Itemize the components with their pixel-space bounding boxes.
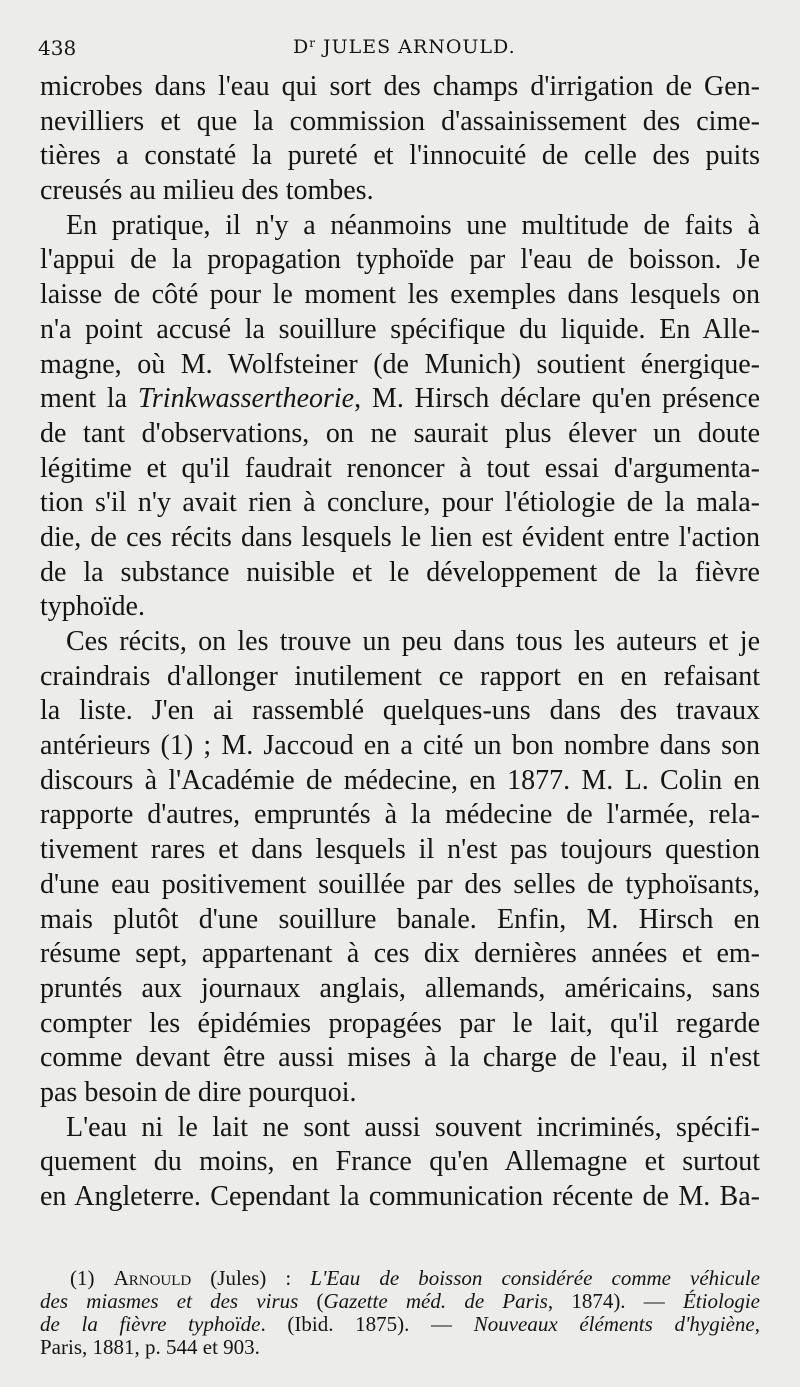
page-header [38, 36, 758, 66]
running-head: $D^r$ JULES ARNOULD. [293, 36, 516, 58]
text-line: craindrais d'allonger inutilement ce rapport en en refaisant [40, 660, 760, 692]
text-line: L'eau ni le lait ne sont aussi souvent incriminés, spécifi- [66, 1111, 760, 1143]
text-line: Ces récits, on les trouve un peu dans tous les auteurs et je [66, 626, 760, 657]
text-line: tières a constaté la pureté et l'innocuité de celle des puits [40, 140, 760, 172]
footnote-line: de la fièvre typhoïde. (Ibid. 1875). — Nouveaux éléments d'hygiène, [40, 1312, 760, 1336]
text-line: en Angleterre. Cependant la communication récente de M. Ba- [40, 1181, 760, 1212]
text-line: ment la Trinkwassertheorie, M. Hirsch déclare qu'en présence [40, 383, 760, 415]
text-line: tion s'il n'y avait rien à conclure, pour l'étiologie de la mala- [40, 487, 760, 519]
footnote-line: Paris, 1881, p. 544 et 903. [40, 1335, 260, 1359]
text-line: microbes dans l'eau qui sort des champs d'irrigation de Gen- [40, 71, 760, 102]
text-line: légitime et qu'il faudrait renoncer à tout essai d'argumenta- [40, 452, 760, 484]
text-line: antérieurs (1) ; M. Jaccoud en a cité un bon nombre dans son [40, 730, 760, 762]
text-line: compter les épidémies propagées par le lait, qu'il regarde [40, 1007, 760, 1039]
text-line: nevilliers et que la commission d'assainissement des cime- [40, 105, 760, 137]
text-line: résume sept, appartenant à ces dix dernières années et em- [40, 938, 760, 970]
text-line: mais plutôt d'une souillure banale. Enfin, M. Hirsch en [40, 903, 760, 935]
text-line: de la substance nuisible et le développement de la fièvre [40, 556, 760, 588]
footnote-line: (1) Arnould (Jules) : L'Eau de boisson considérée comme véhicule [70, 1266, 760, 1290]
text-line: En pratique, il n'y a néanmoins une multitude de faits à [66, 209, 760, 241]
text-line: la liste. J'en ai rassemblé quelques-uns dans des travaux [40, 695, 760, 727]
text-line: die, de ces récits dans lesquels le lien est évident entre l'action [40, 521, 760, 553]
text-line: n'a point accusé la souillure spécifique du liquide. En Alle- [40, 313, 760, 345]
footnote [40, 1267, 760, 1359]
text-line: typhoïde. [40, 591, 145, 623]
text-line: l'appui de la propagation typhoïde par l'eau de boisson. Je [40, 244, 760, 276]
text-line: magne, où M. Wolfsteiner (de Munich) soutient énergique- [40, 348, 760, 380]
text-line: tivement rares et dans lesquels il n'est pas toujours question [40, 834, 760, 866]
text-line: quement du moins, en France qu'en Allemagne et surtout [40, 1146, 760, 1178]
footnote-author: Arnould [113, 1266, 192, 1290]
text-line: de tant d'observations, on ne saurait plus élever un doute [40, 417, 760, 449]
body-text [40, 70, 760, 1215]
text-line: discours à l'Académie de médecine, en 1877. M. L. Colin en [40, 764, 760, 796]
italic-term: Trinkwassertheorie [137, 383, 355, 415]
text-line: laisse de côté pour le moment les exemples dans lesquels on [40, 279, 760, 311]
text-line: creusés au milieu des tombes. [40, 175, 374, 207]
text-line: comme devant être aussi mises à la charge de l'eau, il n'est [40, 1042, 760, 1074]
page-number: 438 [38, 36, 77, 60]
text-line: pas besoin de dire pourquoi. [40, 1076, 357, 1108]
text-line: d'une eau positivement souillée par des selles de typhoïsants, [40, 868, 760, 900]
footnote-line: des miasmes et des virus (Gazette méd. de Paris, 1874). — Étiologie [40, 1289, 760, 1313]
text-line: pruntés aux journaux anglais, allemands, américains, sans [40, 972, 760, 1004]
text-line: rapporte d'autres, empruntés à la médecine de l'armée, rela- [40, 799, 760, 831]
